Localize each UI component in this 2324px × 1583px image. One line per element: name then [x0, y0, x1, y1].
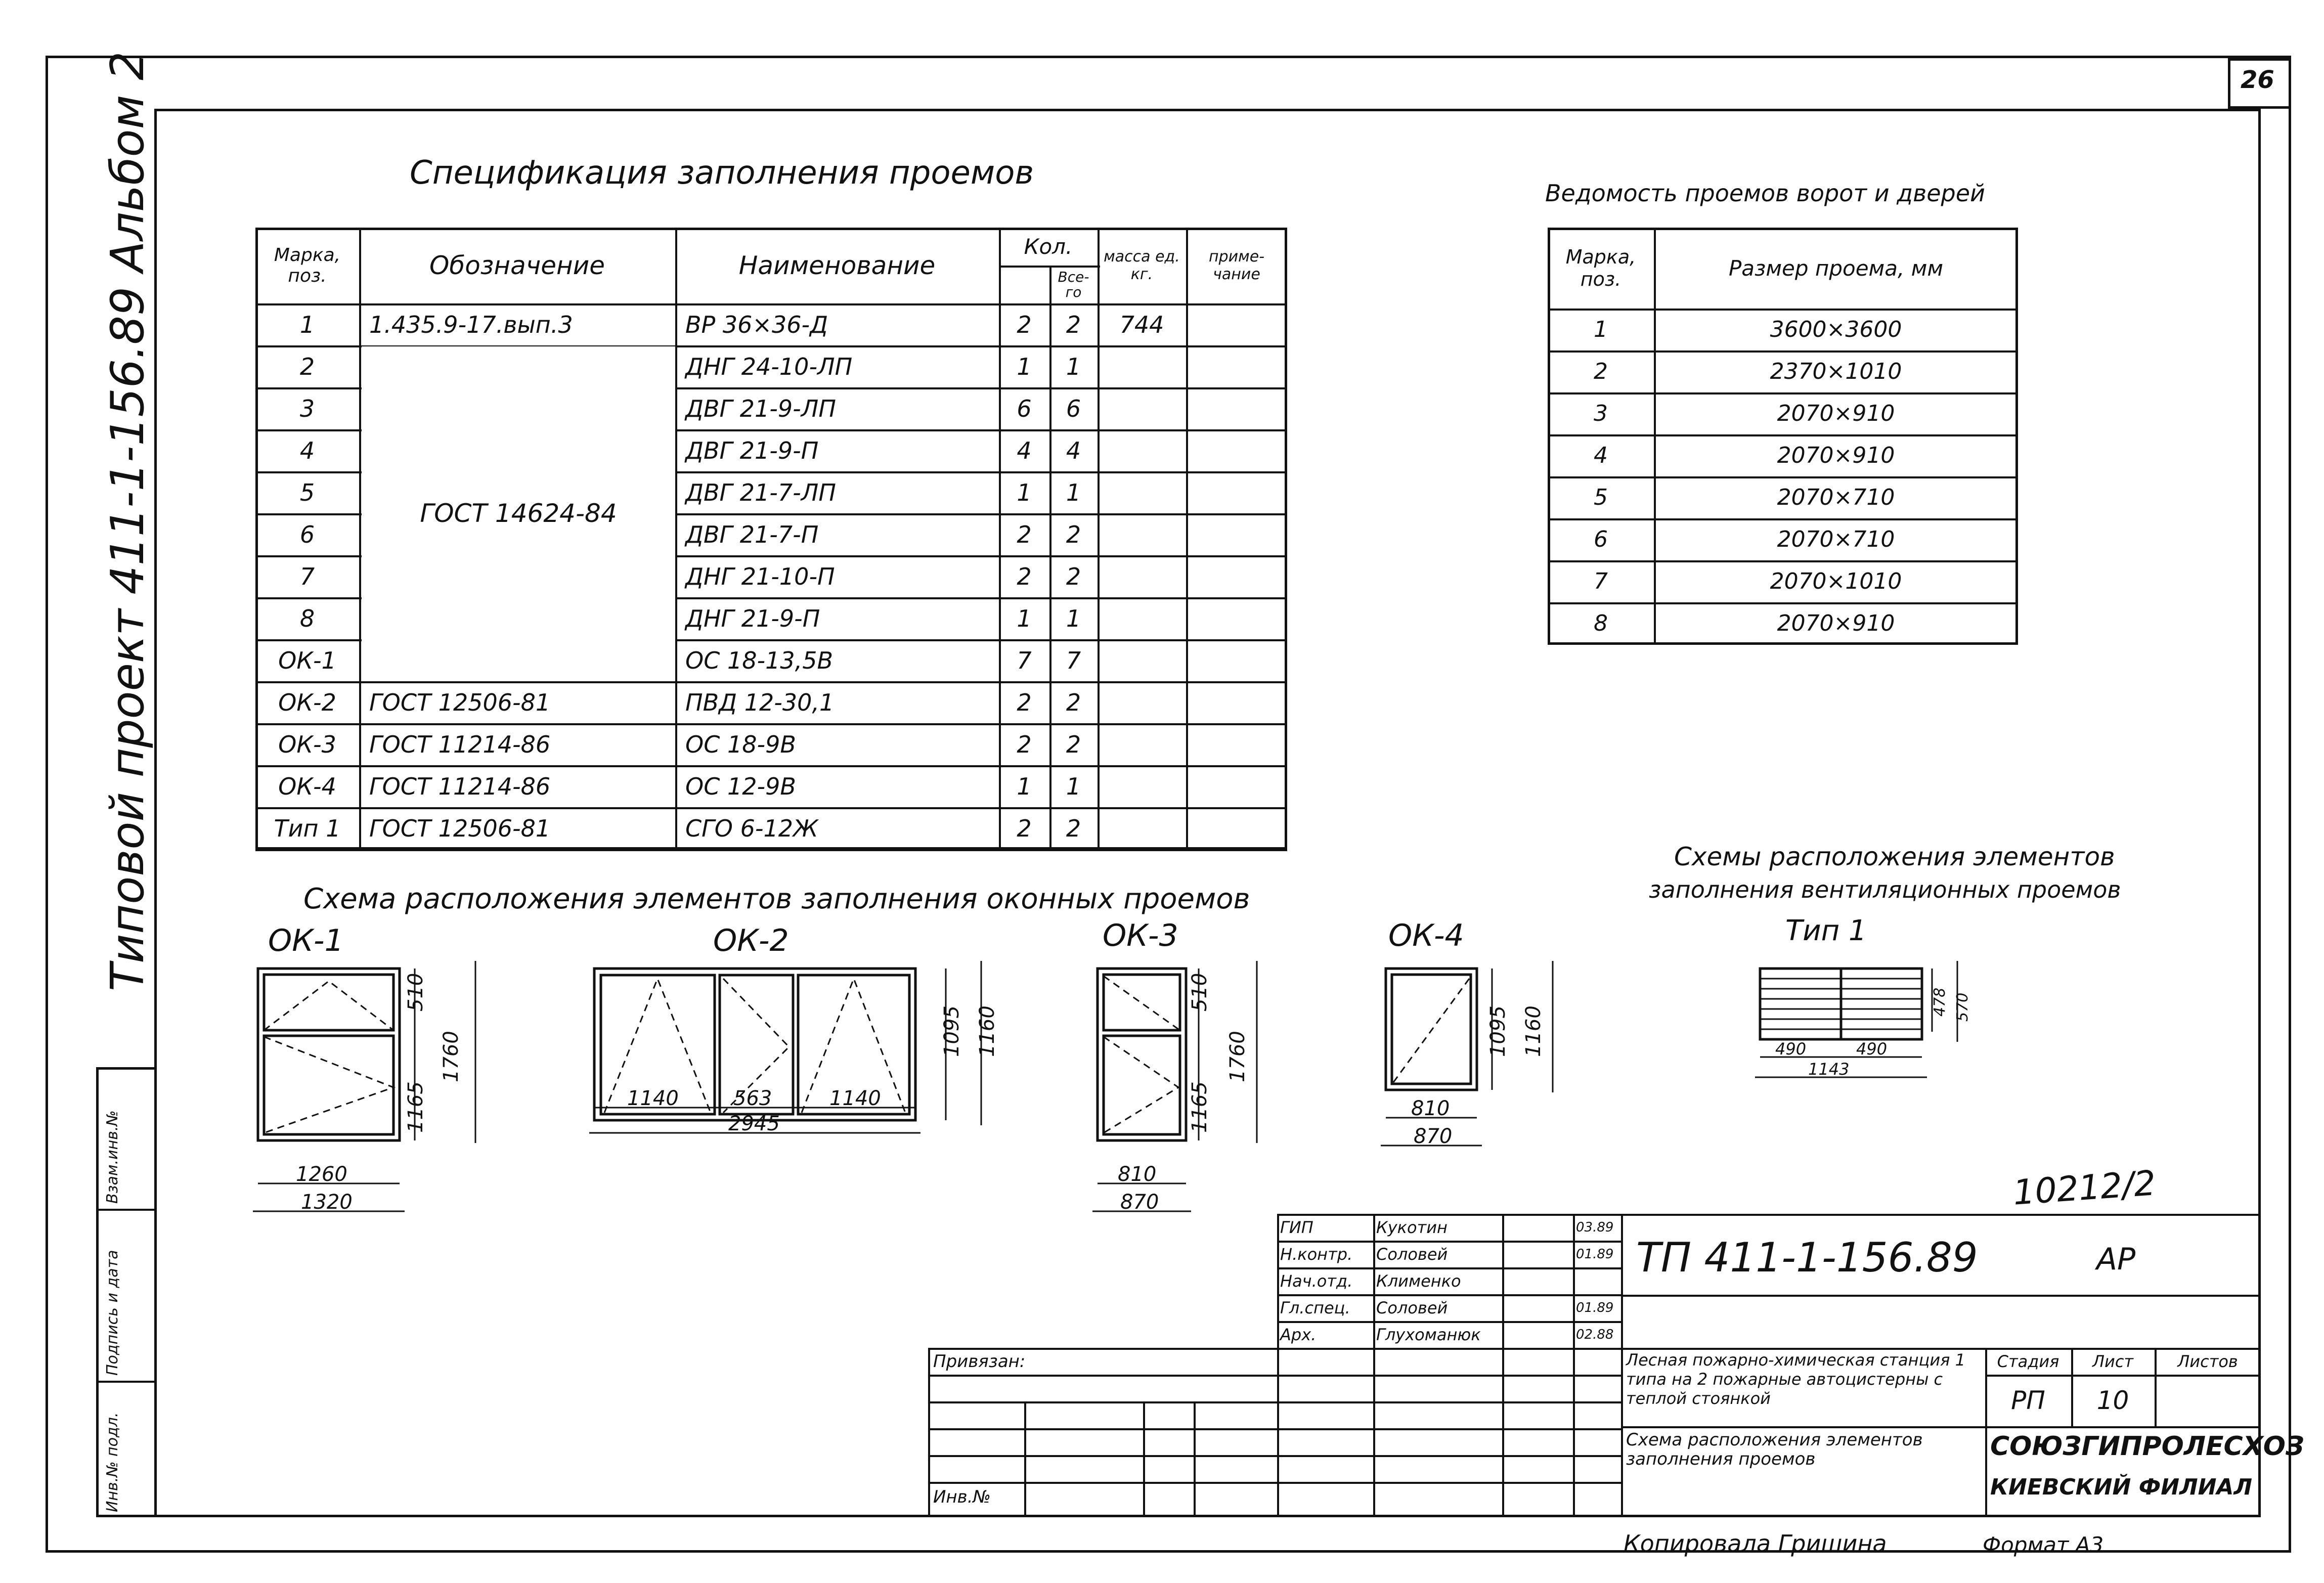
spec-cell-qty: 2 [1017, 814, 1032, 842]
spec-cell-designation: ГОСТ 12506-81 [369, 688, 551, 716]
spec-cell-designation: ГОСТ 11214-86 [369, 730, 551, 758]
gates-cell-mark: 1 [1594, 317, 1608, 342]
ok3-dim-1165: 1165 [1188, 1081, 1211, 1133]
inv-label: Инв.№ [933, 1487, 991, 1507]
vent-dim-1143: 1143 [1808, 1060, 1850, 1079]
gates-cell-size: 3600×3600 [1770, 317, 1902, 342]
spec-cell-qty: 1 [1017, 478, 1032, 506]
person-date: 03.89 [1576, 1219, 1614, 1235]
spec-cell-name: ОС 18-13,5В [685, 646, 834, 674]
spec-cell-qty: 2 [1017, 562, 1032, 590]
spec-cell-name: ДНГ 21-10-П [685, 562, 835, 590]
title-code: ТП 411-1-156.89 [1636, 1234, 1978, 1281]
ok1-dim-1320: 1320 [301, 1191, 353, 1214]
stage-value: РП [2011, 1386, 2045, 1415]
stamp-label-inv: Инв.№ подл. [104, 1412, 121, 1512]
spec-cell-mark: 4 [299, 436, 315, 464]
person-date: 01.89 [1576, 1246, 1614, 1262]
spec-cell-name: ПВД 12-30,1 [685, 688, 835, 716]
spec-cell-name: СГО 6-12Ж [685, 814, 818, 842]
ok4-dim-810: 810 [1411, 1097, 1450, 1120]
gates-cell-mark: 8 [1594, 610, 1608, 636]
spec-cell-mark: 2 [299, 353, 315, 380]
window-scheme-title: Схема расположения элементов заполнения оконных проемов [303, 883, 1250, 915]
spec-cell-total: 2 [1066, 688, 1081, 716]
spec-cell-total: 1 [1066, 604, 1081, 632]
spec-cell-mark: 6 [299, 520, 315, 548]
stage-header: Стадия [1997, 1351, 2059, 1371]
spec-cell-total: 2 [1066, 730, 1081, 758]
gates-cell-size: 2070×1010 [1770, 568, 1902, 594]
spec-cell-mark: 3 [299, 394, 315, 422]
person-name: Соловей [1376, 1298, 1448, 1317]
binding-label: Привязан: [933, 1351, 1026, 1372]
ok1-dim-510: 510 [404, 973, 427, 1012]
spec-cell-designation: ГОСТ 11214-86 [369, 772, 551, 800]
spec-header-total: Все- го [1058, 268, 1089, 300]
spec-cell-qty: 4 [1017, 436, 1032, 464]
spec-cell-mark: ОК-4 [278, 772, 336, 800]
ok3-dim-1760: 1760 [1226, 1031, 1249, 1082]
ok1-dim-1165: 1165 [404, 1081, 427, 1133]
ok2-dim-1140b: 1140 [829, 1087, 881, 1110]
ok2-label: ОК-2 [713, 923, 789, 958]
gates-cell-mark: 3 [1594, 401, 1608, 426]
gates-cell-size: 2070×910 [1777, 610, 1895, 636]
title-section: АР [2096, 1242, 2136, 1277]
ok4-dim-870: 870 [1414, 1125, 1453, 1148]
ok1-label: ОК-1 [268, 923, 344, 958]
spec-title: Спецификация заполнения проемов [410, 154, 1034, 192]
spec-cell-name: ДНГ 21-9-П [685, 604, 820, 632]
spec-cell-qty: 2 [1017, 730, 1032, 758]
spec-cell-total: 1 [1066, 478, 1081, 506]
spec-cell-total: 6 [1066, 394, 1081, 422]
page-number: 26 [2241, 66, 2274, 94]
stamp-label-sign: Подпись и дата [104, 1250, 121, 1376]
spec-merged-designation: ГОСТ 14624-84 [362, 346, 675, 680]
gates-cell-mark: 7 [1594, 568, 1608, 594]
person-role: Н.контр. [1280, 1244, 1353, 1264]
person-role: Нач.отд. [1280, 1271, 1353, 1291]
spec-header-note: приме- чание [1208, 248, 1265, 283]
spec-cell-name: ДВГ 21-9-П [685, 436, 819, 464]
spec-cell-total: 2 [1066, 814, 1081, 842]
object-text: Лесная пожарно-химическая станция 1 типа на 2 пожарные автоцистерны с теплой стоянкой [1626, 1350, 1965, 1408]
ok3-label: ОК-3 [1103, 918, 1178, 953]
ok2-dim-1160: 1160 [976, 1005, 999, 1057]
spec-cell-total: 2 [1066, 562, 1081, 590]
spec-cell-total: 4 [1066, 436, 1081, 464]
spec-cell-total: 2 [1066, 311, 1081, 338]
title-block [928, 1214, 2304, 1517]
spec-cell-total: 2 [1066, 520, 1081, 548]
spec-header-designation: Обозначение [429, 251, 605, 280]
spec-cell-mark: 5 [299, 478, 315, 506]
spec-cell-name: ВР 36×36-Д [685, 311, 828, 338]
spec-header-name: Наименование [738, 251, 936, 280]
org-line2: КИЕВСКИЙ ФИЛИАЛ [1990, 1474, 2253, 1500]
spec-cell-mark: ОК-3 [278, 730, 336, 758]
ok1-dim-1760: 1760 [440, 1031, 463, 1082]
spec-cell-name: ДВГ 21-9-ЛП [685, 394, 836, 422]
spec-cell-total: 7 [1066, 646, 1081, 674]
spec-cell-qty: 6 [1017, 394, 1032, 422]
sheets-header: Листов [2177, 1351, 2238, 1371]
spec-cell-designation: ГОСТ 12506-81 [369, 814, 551, 842]
gates-cell-size: 2370×1010 [1770, 359, 1902, 384]
spec-cell-qty: 2 [1017, 311, 1032, 338]
person-role: ГИП [1280, 1217, 1313, 1237]
spec-cell-qty: 1 [1017, 353, 1032, 380]
gates-cell-size: 2070×710 [1777, 485, 1895, 510]
gates-title: Ведомость проемов ворот и дверей [1545, 180, 1985, 207]
ok4-dim-1095: 1095 [1486, 1005, 1510, 1057]
gates-cell-mark: 2 [1594, 359, 1608, 384]
gates-cell-mark: 5 [1594, 485, 1608, 510]
person-name: Клименко [1376, 1271, 1461, 1291]
gates-header-mark: Марка, поз. [1565, 246, 1636, 290]
spec-cell-qty: 1 [1017, 604, 1032, 632]
spec-cell-total: 1 [1066, 772, 1081, 800]
gates-header-size: Размер проема, мм [1728, 255, 1944, 281]
vent-dim-490a: 490 [1775, 1039, 1807, 1059]
person-date: 01.89 [1576, 1300, 1614, 1315]
spec-cell-mark: 7 [299, 562, 315, 590]
spec-cell-mark: ОК-1 [278, 646, 336, 674]
person-role: Арх. [1280, 1325, 1317, 1344]
spec-cell-qty: 1 [1017, 772, 1032, 800]
spec-cell-name: ДВГ 21-7-П [685, 520, 819, 548]
vent-type-label: Тип 1 [1785, 914, 1867, 947]
vent-dim-478: 478 [1931, 987, 1949, 1017]
spec-cell-qty: 2 [1017, 520, 1032, 548]
order-number: 10212/2 [2011, 1163, 2157, 1213]
gates-cell-size: 2070×910 [1777, 401, 1895, 426]
spec-cell-name: ДНГ 24-10-ЛП [685, 353, 853, 380]
vent-title-line2: заполнения вентиляционных проемов [1649, 876, 2121, 903]
format-label: Формат А3 [1983, 1532, 2104, 1557]
ok3-dim-870: 870 [1120, 1191, 1159, 1214]
ok2-dim-1095: 1095 [940, 1005, 963, 1057]
spec-cell-mark: ОК-2 [278, 688, 336, 716]
ok4-dim-1160: 1160 [1522, 1005, 1545, 1057]
spec-cell-mark: Тип 1 [274, 814, 341, 842]
spec-cell-mass: 744 [1119, 311, 1164, 338]
copied-by: Копировала Гришина [1624, 1530, 1887, 1557]
gates-cell-mark: 4 [1594, 443, 1608, 468]
vent-title-line1: Схемы расположения элементов [1674, 842, 2115, 871]
sheet-header: Лист [2092, 1351, 2134, 1371]
person-date: 02.88 [1576, 1327, 1614, 1342]
spec-cell-name: ОС 18-9В [685, 730, 796, 758]
ok3-dim-810: 810 [1118, 1163, 1157, 1186]
spec-header-mark: Марка, поз. [274, 245, 341, 286]
gates-cell-size: 2070×910 [1777, 443, 1895, 468]
spec-cell-qty: 7 [1017, 646, 1032, 674]
person-role: Гл.спец. [1280, 1298, 1350, 1317]
spec-cell-mark: 8 [299, 604, 315, 632]
spec-cell-name: ОС 12-9В [685, 772, 796, 800]
person-name: Соловей [1376, 1244, 1448, 1264]
spec-cell-total: 1 [1066, 353, 1081, 380]
spec-header-qty: Кол. [1024, 234, 1073, 259]
vent-dim-490b: 490 [1856, 1039, 1888, 1059]
spec-cell-mark: 1 [299, 311, 315, 338]
sheet-value: 10 [2096, 1386, 2129, 1415]
spec-cell-designation: 1.435.9-17.вып.3 [369, 311, 573, 338]
ok2-dim-2945: 2945 [728, 1112, 780, 1135]
ok1-dim-1260: 1260 [296, 1163, 347, 1186]
side-title: Типовой проект 411-1-156.89 Альбом 2 [101, 51, 154, 991]
person-date [1573, 1267, 1621, 1294]
spec-header-mass: масса ед. кг. [1104, 248, 1180, 283]
ok2-dim-563: 563 [733, 1087, 772, 1110]
ok3-dim-510: 510 [1188, 973, 1211, 1012]
person-name: Кукотин [1376, 1217, 1448, 1237]
gates-cell-size: 2070×710 [1777, 526, 1895, 552]
person-name: Глухоманюк [1376, 1325, 1481, 1344]
org-line1: СОЮЗГИПРОЛЕСХОЗ [1990, 1431, 2304, 1462]
ok4-label: ОК-4 [1388, 918, 1464, 953]
ok2-dim-1140a: 1140 [627, 1087, 679, 1110]
drawing-title: Схема расположения элементов заполнения проемов [1626, 1430, 1923, 1469]
spec-cell-name: ДВГ 21-7-ЛП [685, 478, 836, 506]
gates-cell-mark: 6 [1594, 526, 1608, 552]
vent-dim-570: 570 [1954, 992, 1971, 1022]
spec-cell-qty: 2 [1017, 688, 1032, 716]
stamp-label-replace: Взам.инв.№ [104, 1110, 121, 1204]
